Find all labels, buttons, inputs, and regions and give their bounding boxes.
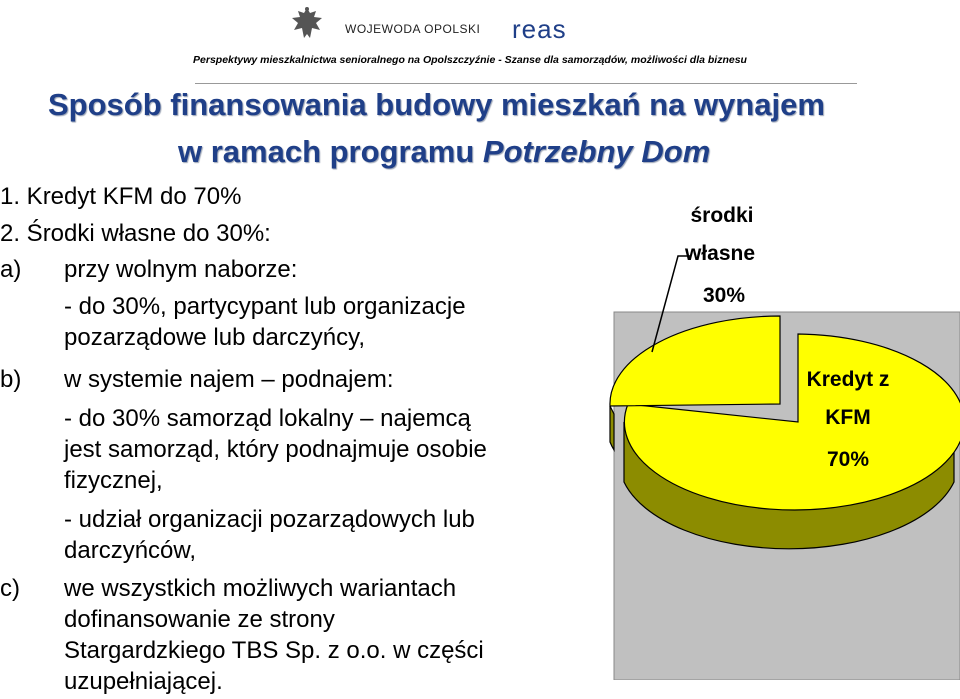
slide-title-line1: Sposób finansowania budowy mieszkań na wynajem: [48, 87, 825, 122]
own-label-line1: środki: [690, 204, 754, 227]
item-b-sub4: - udział organizacji pozarządowych lub: [64, 506, 475, 533]
own-label-line3: 30%: [702, 284, 746, 307]
pie-slice-own-side: [610, 406, 614, 450]
item-c-sub2: Stargardzkiego TBS Sp. z o.o. w części: [64, 637, 484, 664]
header-divider: [195, 83, 857, 84]
item-b-sub1: - do 30% samorząd lokalny – najemcą: [64, 405, 471, 432]
item-c: we wszystkich możliwych wariantach: [64, 575, 457, 602]
item-b-sub3: fizycznej,: [64, 467, 163, 494]
item-b-sub2: jest samorząd, który podnajmuje osobie: [64, 436, 487, 463]
item-c-sub1: dofinansowanie ze strony: [64, 606, 335, 633]
voivode-label: WOJEWODA OPOLSKI: [345, 22, 481, 36]
kfm-label-line2: KFM: [825, 406, 871, 429]
item-a: przy wolnym naborze:: [64, 256, 298, 283]
title-prefix: w ramach programu: [178, 134, 483, 169]
item-1: 1. Kredyt KFM do 70%: [0, 183, 242, 210]
item-a-sub1: - do 30%, partycypant lub organizacje: [64, 293, 466, 320]
item-b: w systemie najem – podnajem:: [64, 366, 394, 393]
item-c-sub3: uzupełniającej.: [64, 668, 223, 695]
kfm-label-line1: Kredyt z: [806, 368, 890, 391]
title-program-name: Potrzebny Dom: [482, 134, 711, 169]
marker-a: a): [0, 256, 22, 283]
eagle-emblem-icon: [286, 4, 328, 46]
marker-b: b): [0, 366, 22, 393]
reas-logo: reas: [512, 14, 567, 44]
item-a-sub2: pozarządowe lub darczyńcy,: [64, 324, 366, 351]
marker-c: c): [0, 575, 20, 602]
financing-pie-chart: [600, 190, 960, 680]
item-2: 2. Środki własne do 30%:: [0, 220, 271, 247]
own-label-line2: własne: [684, 242, 756, 265]
kfm-label-line3: 70%: [826, 448, 870, 471]
slide-title-line2: [178, 134, 710, 170]
item-b-sub5: darczyńców,: [64, 537, 197, 564]
header-subtitle: Perspektywy mieszkalnictwa senioralnego na Opolszczyźnie - Szanse dla samorządów, możliwości dla biznesu: [193, 54, 747, 66]
